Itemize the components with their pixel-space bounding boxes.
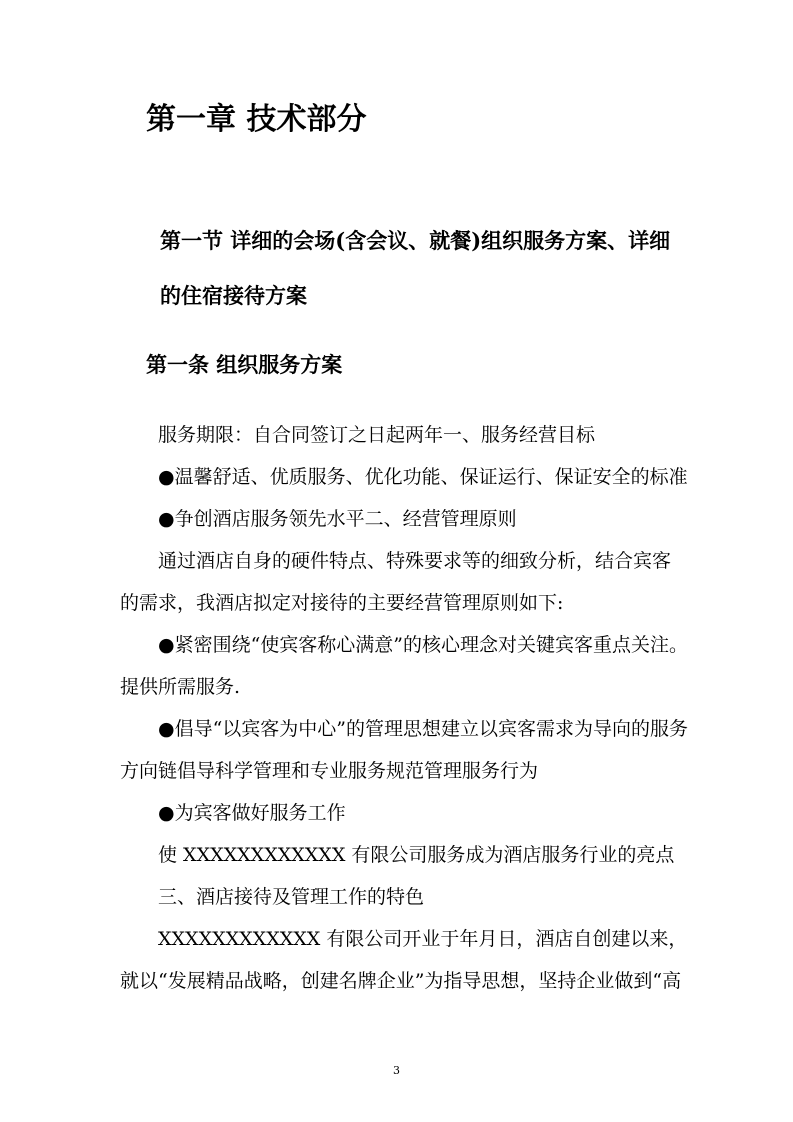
paragraph-line-management-norms: 方向链倡导科学管理和专业服务规范管理服务行为 (120, 760, 539, 782)
bullet-line-core-concept: ●紧密围绕“使宾客称心满意”的核心理念对关键宾客重点关注。 (158, 634, 689, 656)
bullet-line-guest-centered: ●倡导“以宾客为中心”的管理思想建立以宾客需求为导向的服务 (158, 718, 689, 740)
bullet-line-standard: ●温馨舒适、优质服务、优化功能、保证运行、保证安全的标准 (158, 466, 688, 488)
chapter-title: 第一章 技术部分 (146, 102, 367, 137)
paragraph-line-highlight: 使 XXXXXXXXXXXX 有限公司服务成为酒店服务行业的亮点 (158, 844, 675, 866)
article-title: 第一条 组织服务方案 (146, 352, 343, 377)
paragraph-line-provide-service: 提供所需服务. (120, 676, 241, 698)
paragraph-line-analysis: 通过酒店自身的硬件特点、特殊要求等的细致分析，结合宾客 (158, 550, 672, 572)
page-number: 3 (393, 1064, 400, 1077)
bullet-line-leading-level: ●争创酒店服务领先水平二、经营管理原则 (158, 508, 517, 530)
section-title-line-1: 第一节 详细的会场(含会议、就餐)组织服务方案、详细 (160, 228, 671, 253)
subheading-line-features: 三、酒店接待及管理工作的特色 (158, 886, 425, 908)
section-title-line-2: 的住宿接待方案 (160, 283, 307, 308)
paragraph-line-service-period: 服务期限：自合同签订之日起两年一、服务经营目标 (158, 424, 596, 446)
paragraph-line-principles: 的需求，我酒店拟定对接待的主要经营管理原则如下: (120, 592, 564, 614)
paragraph-line-strategy: 就以“发展精品战略，创建名牌企业”为指导思想，坚持企业做到“高 (120, 970, 682, 992)
bullet-line-good-service: ●为宾客做好服务工作 (158, 802, 346, 824)
paragraph-line-opening: XXXXXXXXXXXX 有限公司开业于年月日，酒店自创建以来， (158, 928, 688, 950)
